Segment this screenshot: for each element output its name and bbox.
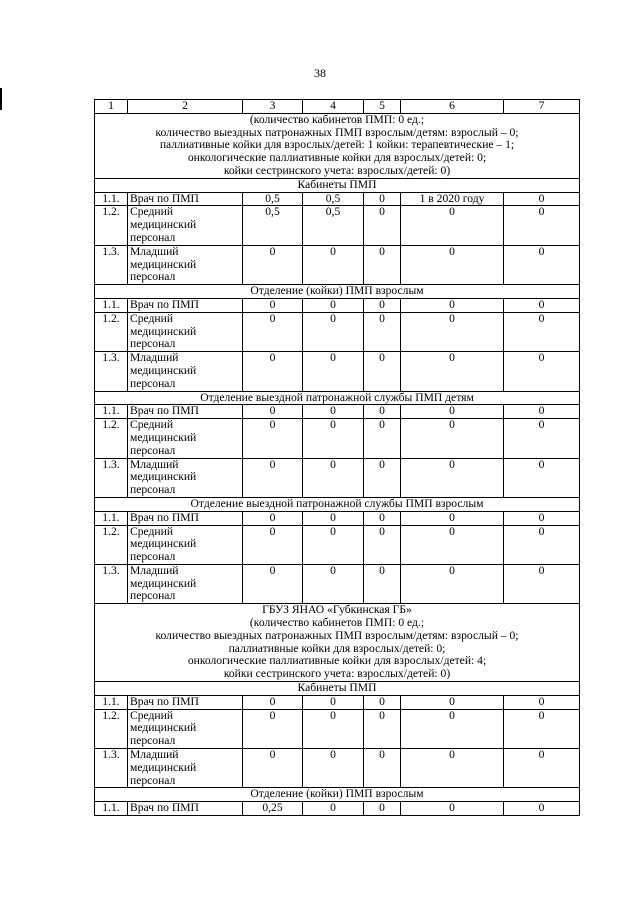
value-col-4: 0 bbox=[303, 312, 364, 351]
value-col-5: 0 bbox=[364, 245, 401, 284]
position-line: персонал bbox=[130, 443, 176, 457]
summary-line: онкологические паллиативные койки для взрослых/детей: 0; bbox=[187, 151, 487, 165]
position-name bbox=[128, 206, 243, 245]
position-line: медицинский bbox=[130, 430, 197, 444]
section-heading-row bbox=[95, 497, 580, 511]
column-header: 7 bbox=[504, 100, 580, 114]
position-name bbox=[128, 192, 243, 206]
summary-line: (количество кабинетов ПМП: 0 ед.; bbox=[249, 112, 425, 126]
table-row bbox=[95, 695, 580, 709]
value-col-4: 0,5 bbox=[303, 192, 364, 206]
table-row bbox=[95, 312, 580, 351]
summary-line: ГБУЗ ЯНАО «Губкинская ГБ» bbox=[262, 603, 412, 617]
section-title: Отделение (койки) ПМП взрослым bbox=[95, 285, 580, 299]
value-col-3: 0 bbox=[243, 419, 303, 458]
summary-line: (количество кабинетов ПМП: 0 ед.; bbox=[249, 616, 425, 630]
section-heading-row bbox=[95, 391, 580, 405]
table-row bbox=[95, 419, 580, 458]
value-col-5: 0 bbox=[364, 695, 401, 709]
position-line: Младший bbox=[130, 563, 179, 577]
value-col-5: 0 bbox=[364, 312, 401, 351]
position-line: Младший bbox=[130, 457, 179, 471]
value-col-4: 0 bbox=[303, 298, 364, 312]
value-col-7: 0 bbox=[504, 749, 580, 788]
value-col-5: 0 bbox=[364, 458, 401, 497]
value-col-4: 0 bbox=[303, 511, 364, 525]
position-line: медицинский bbox=[130, 257, 197, 271]
position-line: персонал bbox=[130, 230, 176, 244]
value-col-6: 0 bbox=[401, 298, 504, 312]
position-line: медицинский bbox=[130, 363, 197, 377]
value-col-5: 0 bbox=[364, 709, 401, 748]
value-col-3: 0 bbox=[243, 695, 303, 709]
value-col-3: 0 bbox=[243, 525, 303, 564]
position-line: Средний bbox=[130, 524, 174, 538]
summary-line: койки сестринского учета: взрослых/детей: 0) bbox=[223, 667, 451, 681]
position-name bbox=[128, 458, 243, 497]
row-number: 1.3. bbox=[95, 352, 128, 391]
value-col-4: 0 bbox=[303, 709, 364, 748]
value-col-7: 0 bbox=[504, 298, 580, 312]
summary-line: паллиативные койки для взрослых/детей: 1 койки: терапевтические – 1; bbox=[159, 138, 515, 152]
value-col-7: 0 bbox=[504, 312, 580, 351]
value-col-7: 0 bbox=[504, 525, 580, 564]
section-title: Отделение выездной патронажной службы ПМП взрослым bbox=[95, 497, 580, 511]
position-line: персонал bbox=[130, 734, 176, 748]
position-line: Средний bbox=[130, 311, 174, 325]
position-line: персонал bbox=[130, 337, 176, 351]
column-header: 5 bbox=[364, 100, 401, 114]
value-col-4: 0 bbox=[303, 419, 364, 458]
position-line: Врач по ПМП bbox=[130, 191, 199, 205]
row-number: 1.3. bbox=[95, 749, 128, 788]
summary-line: количество выездных патронажных ПМП взрослым/детям: взрослый – 0; bbox=[155, 125, 519, 139]
position-line: Врач по ПМП bbox=[130, 801, 199, 815]
table-row bbox=[95, 458, 580, 497]
row-number: 1.2. bbox=[95, 419, 128, 458]
position-name bbox=[128, 245, 243, 284]
value-col-3: 0,25 bbox=[243, 802, 303, 816]
value-col-7: 0 bbox=[504, 695, 580, 709]
value-col-3: 0 bbox=[243, 458, 303, 497]
value-col-6: 0 bbox=[401, 802, 504, 816]
column-header: 3 bbox=[243, 100, 303, 114]
row-number: 1.1. bbox=[95, 192, 128, 206]
row-number: 1.1. bbox=[95, 405, 128, 419]
table-row bbox=[95, 525, 580, 564]
position-line: персонал bbox=[130, 773, 176, 787]
value-col-3: 0 bbox=[243, 709, 303, 748]
table-body bbox=[95, 100, 580, 816]
value-col-3: 0,5 bbox=[243, 206, 303, 245]
value-col-4: 0 bbox=[303, 405, 364, 419]
table-row bbox=[95, 298, 580, 312]
column-header: 6 bbox=[401, 100, 504, 114]
value-col-5: 0 bbox=[364, 525, 401, 564]
value-col-7: 0 bbox=[504, 245, 580, 284]
position-line: медицинский bbox=[130, 324, 197, 338]
staffing-table bbox=[94, 99, 580, 816]
value-col-6: 0 bbox=[401, 245, 504, 284]
value-col-7: 0 bbox=[504, 511, 580, 525]
value-col-5: 0 bbox=[364, 564, 401, 603]
row-number: 1.1. bbox=[95, 802, 128, 816]
position-name bbox=[128, 352, 243, 391]
value-col-5: 0 bbox=[364, 511, 401, 525]
position-line: Врач по ПМП bbox=[130, 404, 199, 418]
table-row bbox=[95, 749, 580, 788]
position-name bbox=[128, 564, 243, 603]
position-line: Младший bbox=[130, 351, 179, 365]
position-line: персонал bbox=[130, 483, 176, 497]
value-col-3: 0,5 bbox=[243, 192, 303, 206]
position-line: Младший bbox=[130, 244, 179, 258]
section-heading-row bbox=[95, 285, 580, 299]
value-col-4: 0 bbox=[303, 352, 364, 391]
table-row bbox=[95, 206, 580, 245]
value-col-7: 0 bbox=[504, 405, 580, 419]
summary-line: паллиативные койки для взрослых/детей: 0; bbox=[228, 641, 446, 655]
value-col-5: 0 bbox=[364, 192, 401, 206]
value-col-5: 0 bbox=[364, 419, 401, 458]
position-name bbox=[128, 802, 243, 816]
section-title: Отделение выездной патронажной службы ПМП детям bbox=[95, 391, 580, 405]
value-col-6: 0 bbox=[401, 419, 504, 458]
table-row bbox=[95, 245, 580, 284]
table-row bbox=[95, 511, 580, 525]
section-title: Кабинеты ПМП bbox=[95, 178, 580, 192]
position-name bbox=[128, 419, 243, 458]
section-heading-row bbox=[95, 788, 580, 802]
position-name bbox=[128, 709, 243, 748]
section-heading-row bbox=[95, 682, 580, 696]
value-col-4: 0 bbox=[303, 564, 364, 603]
position-name bbox=[128, 298, 243, 312]
value-col-6: 0 bbox=[401, 206, 504, 245]
value-col-4: 0 bbox=[303, 525, 364, 564]
position-line: медицинский bbox=[130, 721, 197, 735]
position-line: персонал bbox=[130, 550, 176, 564]
value-col-5: 0 bbox=[364, 405, 401, 419]
position-name bbox=[128, 405, 243, 419]
row-number: 1.2. bbox=[95, 312, 128, 351]
column-header: 2 bbox=[128, 100, 243, 114]
value-col-5: 0 bbox=[364, 802, 401, 816]
value-col-6: 0 bbox=[401, 695, 504, 709]
table-row bbox=[95, 405, 580, 419]
position-name bbox=[128, 511, 243, 525]
position-line: медицинский bbox=[130, 576, 197, 590]
table-row bbox=[95, 352, 580, 391]
position-line: персонал bbox=[130, 589, 176, 603]
row-number: 1.2. bbox=[95, 525, 128, 564]
value-col-5: 0 bbox=[364, 298, 401, 312]
position-name bbox=[128, 525, 243, 564]
institution-summary-cell bbox=[95, 604, 580, 682]
scan-edge-mark bbox=[0, 88, 2, 110]
institution-summary-cell bbox=[95, 113, 580, 178]
position-name bbox=[128, 749, 243, 788]
value-col-4: 0 bbox=[303, 802, 364, 816]
value-col-7: 0 bbox=[504, 458, 580, 497]
value-col-3: 0 bbox=[243, 749, 303, 788]
value-col-4: 0 bbox=[303, 749, 364, 788]
row-number: 1.2. bbox=[95, 709, 128, 748]
position-line: медицинский bbox=[130, 218, 197, 232]
value-col-6: 0 bbox=[401, 511, 504, 525]
value-col-5: 0 bbox=[364, 206, 401, 245]
position-line: медицинский bbox=[130, 470, 197, 484]
value-col-6: 0 bbox=[401, 312, 504, 351]
position-line: Младший bbox=[130, 748, 179, 762]
value-col-3: 0 bbox=[243, 298, 303, 312]
row-number: 1.3. bbox=[95, 458, 128, 497]
section-title: Отделение (койки) ПМП взрослым bbox=[95, 788, 580, 802]
value-col-5: 0 bbox=[364, 352, 401, 391]
value-col-6: 0 bbox=[401, 564, 504, 603]
position-line: Врач по ПМП bbox=[130, 694, 199, 708]
value-col-3: 0 bbox=[243, 245, 303, 284]
value-col-7: 0 bbox=[504, 802, 580, 816]
position-line: медицинский bbox=[130, 760, 197, 774]
institution-summary-row bbox=[95, 604, 580, 682]
row-number: 1.2. bbox=[95, 206, 128, 245]
value-col-6: 0 bbox=[401, 405, 504, 419]
value-col-3: 0 bbox=[243, 352, 303, 391]
position-line: Средний bbox=[130, 418, 174, 432]
value-col-4: 0 bbox=[303, 245, 364, 284]
value-col-6: 0 bbox=[401, 352, 504, 391]
summary-line: количество выездных патронажных ПМП взрослым/детям: взрослый – 0; bbox=[155, 628, 519, 642]
value-col-6: 0 bbox=[401, 458, 504, 497]
row-number: 1.3. bbox=[95, 564, 128, 603]
value-col-3: 0 bbox=[243, 511, 303, 525]
value-col-7: 0 bbox=[504, 192, 580, 206]
table-row bbox=[95, 802, 580, 816]
column-header: 1 bbox=[95, 100, 128, 114]
position-name bbox=[128, 312, 243, 351]
position-line: медицинский bbox=[130, 537, 197, 551]
value-col-4: 0 bbox=[303, 695, 364, 709]
value-col-4: 0,5 bbox=[303, 206, 364, 245]
value-col-6: 0 bbox=[401, 749, 504, 788]
position-line: Средний bbox=[130, 708, 174, 722]
section-title: Кабинеты ПМП bbox=[95, 682, 580, 696]
value-col-6: 0 bbox=[401, 709, 504, 748]
value-col-6: 1 в 2020 году bbox=[401, 192, 504, 206]
value-col-3: 0 bbox=[243, 312, 303, 351]
table-row bbox=[95, 192, 580, 206]
value-col-7: 0 bbox=[504, 352, 580, 391]
row-number: 1.1. bbox=[95, 298, 128, 312]
position-line: персонал bbox=[130, 376, 176, 390]
value-col-7: 0 bbox=[504, 206, 580, 245]
page-number: 38 bbox=[314, 66, 326, 80]
position-line: Врач по ПМП bbox=[130, 510, 199, 524]
column-header: 4 bbox=[303, 100, 364, 114]
value-col-3: 0 bbox=[243, 405, 303, 419]
table-row bbox=[95, 564, 580, 603]
value-col-7: 0 bbox=[504, 419, 580, 458]
row-number: 1.3. bbox=[95, 245, 128, 284]
value-col-4: 0 bbox=[303, 458, 364, 497]
value-col-5: 0 bbox=[364, 749, 401, 788]
position-name bbox=[128, 695, 243, 709]
value-col-6: 0 bbox=[401, 525, 504, 564]
summary-line: онкологические паллиативные койки для взрослых/детей: 4; bbox=[187, 654, 487, 668]
row-number: 1.1. bbox=[95, 511, 128, 525]
summary-line: койки сестринского учета: взрослых/детей: 0) bbox=[223, 163, 451, 177]
section-heading-row bbox=[95, 178, 580, 192]
column-number-header-row bbox=[95, 100, 580, 114]
position-line: персонал bbox=[130, 270, 176, 284]
value-col-7: 0 bbox=[504, 709, 580, 748]
institution-summary-row bbox=[95, 113, 580, 178]
value-col-3: 0 bbox=[243, 564, 303, 603]
row-number: 1.1. bbox=[95, 695, 128, 709]
table-row bbox=[95, 709, 580, 748]
position-line: Врач по ПМП bbox=[130, 297, 199, 311]
position-line: Средний bbox=[130, 205, 174, 219]
value-col-7: 0 bbox=[504, 564, 580, 603]
